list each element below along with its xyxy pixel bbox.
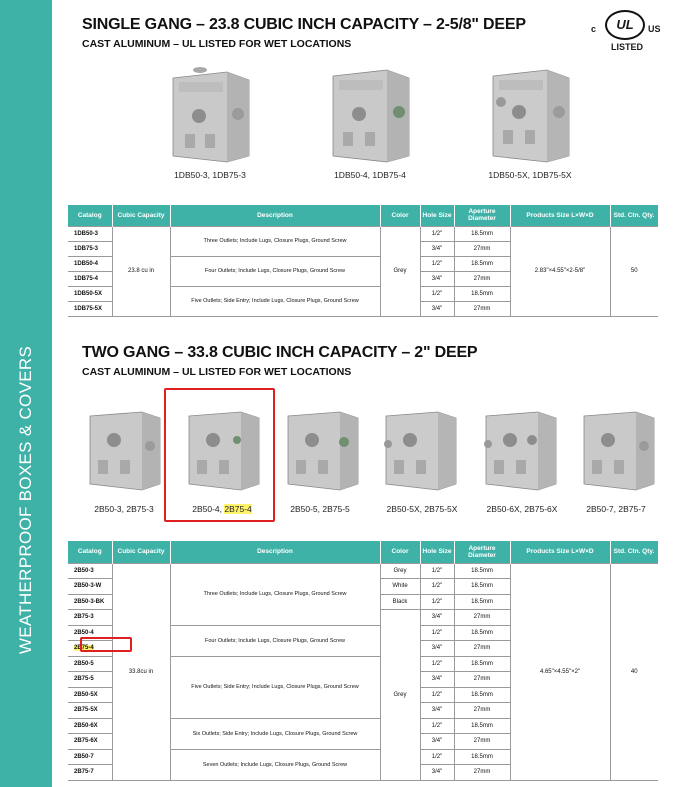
hole-size-cell: 3/4": [420, 734, 454, 750]
description-cell: Three Outlets; Include Lugs, Closure Plugs, Ground Screw: [170, 563, 380, 625]
highlighted-catalog: 2B75-4: [224, 504, 252, 514]
catalog-cell: 2B75-6X: [68, 734, 112, 750]
aperture-cell: 18.5mm: [454, 656, 510, 672]
header-description: Description: [170, 205, 380, 226]
header-size: Products Size L×W×D: [510, 205, 610, 226]
aperture-cell: 27mm: [454, 765, 510, 781]
header-description: Description: [170, 541, 380, 563]
table-row: [68, 226, 658, 241]
product-image-2b-7: [578, 404, 658, 494]
aperture-cell: 27mm: [454, 271, 510, 286]
product-caption: 2B50-5, 2B75-5: [290, 504, 350, 514]
single-gang-spec-table: [68, 205, 659, 317]
header-hole-size: Hole Size: [420, 541, 454, 563]
product-image-2b-5x: [378, 404, 460, 494]
ul-listed-text: LISTED: [611, 42, 644, 52]
table-header-row: [68, 541, 658, 563]
product-caption: 1DB50-3, 1DB75-3: [174, 170, 246, 180]
catalog-cell: 2B50-4: [68, 625, 112, 641]
catalog-cell: 1DB75-5X: [68, 301, 112, 316]
catalog-cell: 2B75-3: [68, 610, 112, 626]
size-cell: 2.83"×4.55"×2-5/8": [510, 226, 610, 316]
two-gang-subtitle: CAST ALUMINUM – UL LISTED FOR WET LOCATIONS: [82, 366, 352, 378]
hole-size-cell: 1/2": [420, 563, 454, 579]
hole-size-cell: 1/2": [420, 687, 454, 703]
description-cell: Five Outlets; Side Entry; Include Lugs, Closure Plugs, Ground Screw: [170, 656, 380, 718]
aperture-cell: 27mm: [454, 672, 510, 688]
highlight-catalog-frame: [80, 637, 132, 652]
color-cell: Grey: [380, 610, 420, 781]
product-image-2b-3: [84, 404, 164, 494]
hole-size-cell: 1/2": [420, 256, 454, 271]
catalog-cell: 2B50-3-W: [68, 579, 112, 595]
single-gang-subtitle: CAST ALUMINUM – UL LISTED FOR WET LOCATIONS: [82, 38, 352, 50]
hole-size-cell: 3/4": [420, 271, 454, 286]
hole-size-cell: 1/2": [420, 594, 454, 610]
aperture-cell: 18.5mm: [454, 718, 510, 734]
qty-cell: 40: [610, 563, 658, 780]
catalog-cell: 2B50-3: [68, 563, 112, 579]
ul-c-mark: c: [591, 24, 597, 34]
product-caption: 1DB50-4, 1DB75-4: [334, 170, 406, 180]
product-image-1db-4: [325, 58, 415, 163]
description-cell: Seven Outlets; Include Lugs, Closure Plugs, Ground Screw: [170, 749, 380, 780]
hole-size-cell: 3/4": [420, 641, 454, 657]
hole-size-cell: 1/2": [420, 718, 454, 734]
header-capacity: Cubic Capacity: [112, 205, 170, 226]
table-row: [68, 563, 658, 579]
hole-size-cell: 1/2": [420, 579, 454, 595]
hole-size-cell: 1/2": [420, 656, 454, 672]
highlighted-catalog: 2B75-4: [74, 645, 94, 652]
header-catalog: Catalog: [68, 205, 112, 226]
aperture-cell: 18.5mm: [454, 579, 510, 595]
header-qty: Std. Ctn. Qty.: [610, 541, 658, 563]
catalog-cell: 2B50-5: [68, 656, 112, 672]
product-caption: 1DB50-5X, 1DB75-5X: [488, 170, 572, 180]
aperture-cell: 18.5mm: [454, 226, 510, 241]
header-qty: Std. Ctn. Qty.: [610, 205, 658, 226]
hole-size-cell: 1/2": [420, 625, 454, 641]
hole-size-cell: 1/2": [420, 286, 454, 301]
header-catalog: Catalog: [68, 541, 112, 563]
color-cell: White: [380, 579, 420, 595]
color-cell: Grey: [380, 563, 420, 579]
color-cell: Grey: [380, 226, 420, 316]
description-cell: Six Outlets; Side Entry; Include Lugs, Closure Plugs, Ground Screw: [170, 718, 380, 749]
aperture-cell: 18.5mm: [454, 286, 510, 301]
product-caption: 2B50-7, 2B75-7: [586, 504, 646, 514]
product-image-1db-3: [165, 58, 255, 163]
description-cell: Four Outlets; Include Lugs, Closure Plugs, Ground Screw: [170, 625, 380, 656]
hole-size-cell: 3/4": [420, 672, 454, 688]
hole-size-cell: 3/4": [420, 241, 454, 256]
catalog-cell: 2B50-3-BK: [68, 594, 112, 610]
product-caption: 2B50-3, 2B75-3: [94, 504, 154, 514]
two-gang-spec-table: [68, 541, 659, 781]
description-cell: Three Outlets; Include Lugs, Closure Plugs, Ground Screw: [170, 226, 380, 256]
product-image-2b-5: [282, 404, 362, 494]
capacity-cell: 33.8cu in: [112, 563, 170, 780]
hole-size-cell: 3/4": [420, 301, 454, 316]
aperture-cell: 18.5mm: [454, 687, 510, 703]
catalog-cell: 2B50-7: [68, 749, 112, 765]
header-color: Color: [380, 205, 420, 226]
product-caption: 2B50-6X, 2B75-6X: [486, 504, 558, 514]
catalog-cell: 1DB50-4: [68, 256, 112, 271]
catalog-cell: 2B75-7: [68, 765, 112, 781]
product-image-1db-5x: [485, 58, 575, 163]
header-aperture: Aperture Diameter: [454, 541, 510, 563]
hole-size-cell: 3/4": [420, 765, 454, 781]
aperture-cell: 18.5mm: [454, 594, 510, 610]
header-aperture: Aperture Diameter: [454, 205, 510, 226]
hole-size-cell: 3/4": [420, 703, 454, 719]
color-cell: Black: [380, 594, 420, 610]
catalog-cell: 2B75-5: [68, 672, 112, 688]
header-size: Products Size L×W×D: [510, 541, 610, 563]
qty-cell: 50: [610, 226, 658, 316]
aperture-cell: 27mm: [454, 610, 510, 626]
description-cell: Four Outlets; Include Lugs, Closure Plugs, Ground Screw: [170, 256, 380, 286]
aperture-cell: 18.5mm: [454, 625, 510, 641]
product-caption: 2B50-5X, 2B75-5X: [386, 504, 458, 514]
catalog-cell: 1DB50-3: [68, 226, 112, 241]
catalog-cell: 1DB75-3: [68, 241, 112, 256]
catalog-cell: 2B50-5X: [68, 687, 112, 703]
aperture-cell: 18.5mm: [454, 749, 510, 765]
catalog-cell: 2B75-5X: [68, 703, 112, 719]
catalog-cell: 1DB50-5X: [68, 286, 112, 301]
aperture-cell: 18.5mm: [454, 256, 510, 271]
two-gang-title: TWO GANG – 33.8 CUBIC INCH CAPACITY – 2" DEEP: [82, 344, 478, 361]
header-color: Color: [380, 541, 420, 563]
hole-size-cell: 3/4": [420, 610, 454, 626]
description-cell: Five Outlets; Side Entry; Include Lugs, Closure Plugs, Ground Screw: [170, 286, 380, 316]
aperture-cell: 27mm: [454, 703, 510, 719]
aperture-cell: 27mm: [454, 734, 510, 750]
aperture-cell: 18.5mm: [454, 563, 510, 579]
table-header-row: [68, 205, 658, 226]
catalog-cell: 1DB75-4: [68, 271, 112, 286]
capacity-cell: 23.8 cu in: [112, 226, 170, 316]
size-cell: 4.65"×4.55"×2": [510, 563, 610, 780]
product-image-2b-6x: [478, 404, 560, 494]
ul-circle-mark: UL: [605, 10, 645, 40]
catalog-cell: 2B50-6X: [68, 718, 112, 734]
header-capacity: Cubic Capacity: [112, 541, 170, 563]
caption-part: 2B50-4,: [192, 504, 225, 514]
ul-listed-logo: [591, 8, 663, 54]
highlight-frame: [164, 388, 275, 522]
aperture-cell: 27mm: [454, 301, 510, 316]
ul-us-mark: US: [648, 24, 661, 34]
hole-size-cell: 1/2": [420, 226, 454, 241]
header-hole-size: Hole Size: [420, 205, 454, 226]
hole-size-cell: 1/2": [420, 749, 454, 765]
sidebar-label: WEATHERPROOF BOXES & COVERS: [16, 345, 35, 655]
aperture-cell: 27mm: [454, 641, 510, 657]
sidebar-band: [0, 0, 52, 787]
aperture-cell: 27mm: [454, 241, 510, 256]
single-gang-title: SINGLE GANG – 23.8 CUBIC INCH CAPACITY – 2-5/8" DEEP: [82, 16, 526, 33]
